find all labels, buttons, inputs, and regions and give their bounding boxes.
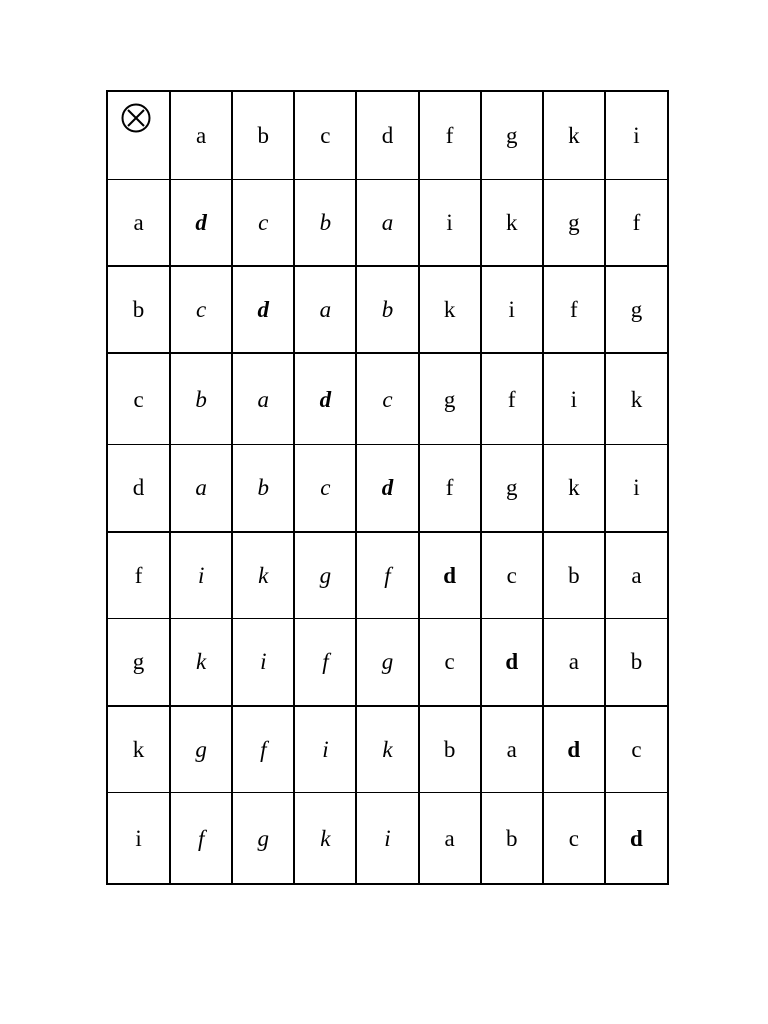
table-cell: i [543,353,605,444]
table-cell: f [419,444,481,531]
table-cell: b [419,706,481,793]
table-cell: i [605,444,668,531]
table-cell: c [232,179,294,266]
table-cell: f [232,706,294,793]
otimes-icon [120,102,152,134]
table-cell: c [170,266,232,353]
table-row [107,532,668,619]
column-header: i [605,91,668,179]
table-cell: b [294,179,356,266]
row-header: a [107,179,170,266]
row-header: i [107,793,170,884]
table-cell: b [543,532,605,619]
table-cell: c [356,353,418,444]
table-cell: k [232,532,294,619]
table-row [107,619,668,706]
table-cell: g [543,179,605,266]
table-cell: d [543,706,605,793]
table-cell: f [294,619,356,706]
cayley-table [106,90,669,885]
row-header: k [107,706,170,793]
table-cell: c [605,706,668,793]
table-cell: b [170,353,232,444]
table-cell: k [170,619,232,706]
table-cell: a [419,793,481,884]
table-cell: f [356,532,418,619]
table-cell: g [170,706,232,793]
table-cell: d [419,532,481,619]
table-cell: g [232,793,294,884]
table-cell: k [419,266,481,353]
table-cell: a [356,179,418,266]
table-cell: f [605,179,668,266]
column-header: c [294,91,356,179]
column-header: f [419,91,481,179]
table-cell: i [356,793,418,884]
table-cell: a [481,706,543,793]
row-header: d [107,444,170,531]
table-cell: c [419,619,481,706]
table-cell: i [232,619,294,706]
table-row [107,179,668,266]
table-cell: g [419,353,481,444]
table-cell: k [294,793,356,884]
table-cell: k [481,179,543,266]
table-cell: b [605,619,668,706]
table-cell: d [356,444,418,531]
table-cell: g [356,619,418,706]
row-header: f [107,532,170,619]
table-cell: a [170,444,232,531]
table-cell: c [481,532,543,619]
table-cell: g [481,444,543,531]
table-cell: d [481,619,543,706]
row-header: g [107,619,170,706]
table-cell: f [481,353,543,444]
table-cell: i [481,266,543,353]
table-cell: g [294,532,356,619]
table-cell: d [232,266,294,353]
table-cell: i [294,706,356,793]
table-row [107,353,668,444]
table-cell: d [170,179,232,266]
table-row [107,706,668,793]
header-row [107,91,668,179]
table-cell: d [294,353,356,444]
column-header: d [356,91,418,179]
table-cell: d [605,793,668,884]
table-cell: k [543,444,605,531]
row-header: b [107,266,170,353]
column-header: k [543,91,605,179]
table-body [107,91,668,884]
table-cell: a [605,532,668,619]
table-cell: b [481,793,543,884]
table-row [107,793,668,884]
table-cell: b [356,266,418,353]
table-row [107,444,668,531]
table-cell: k [356,706,418,793]
table-row [107,266,668,353]
operator-cell [107,91,170,179]
table-cell: a [543,619,605,706]
table-cell: f [543,266,605,353]
table-cell: c [294,444,356,531]
table-cell: c [543,793,605,884]
table-cell: i [419,179,481,266]
table-cell: f [170,793,232,884]
table-cell: a [294,266,356,353]
column-header: a [170,91,232,179]
table-cell: k [605,353,668,444]
table-cell: g [605,266,668,353]
column-header: b [232,91,294,179]
table-cell: i [170,532,232,619]
column-header: g [481,91,543,179]
row-header: c [107,353,170,444]
table-cell: a [232,353,294,444]
table-cell: b [232,444,294,531]
